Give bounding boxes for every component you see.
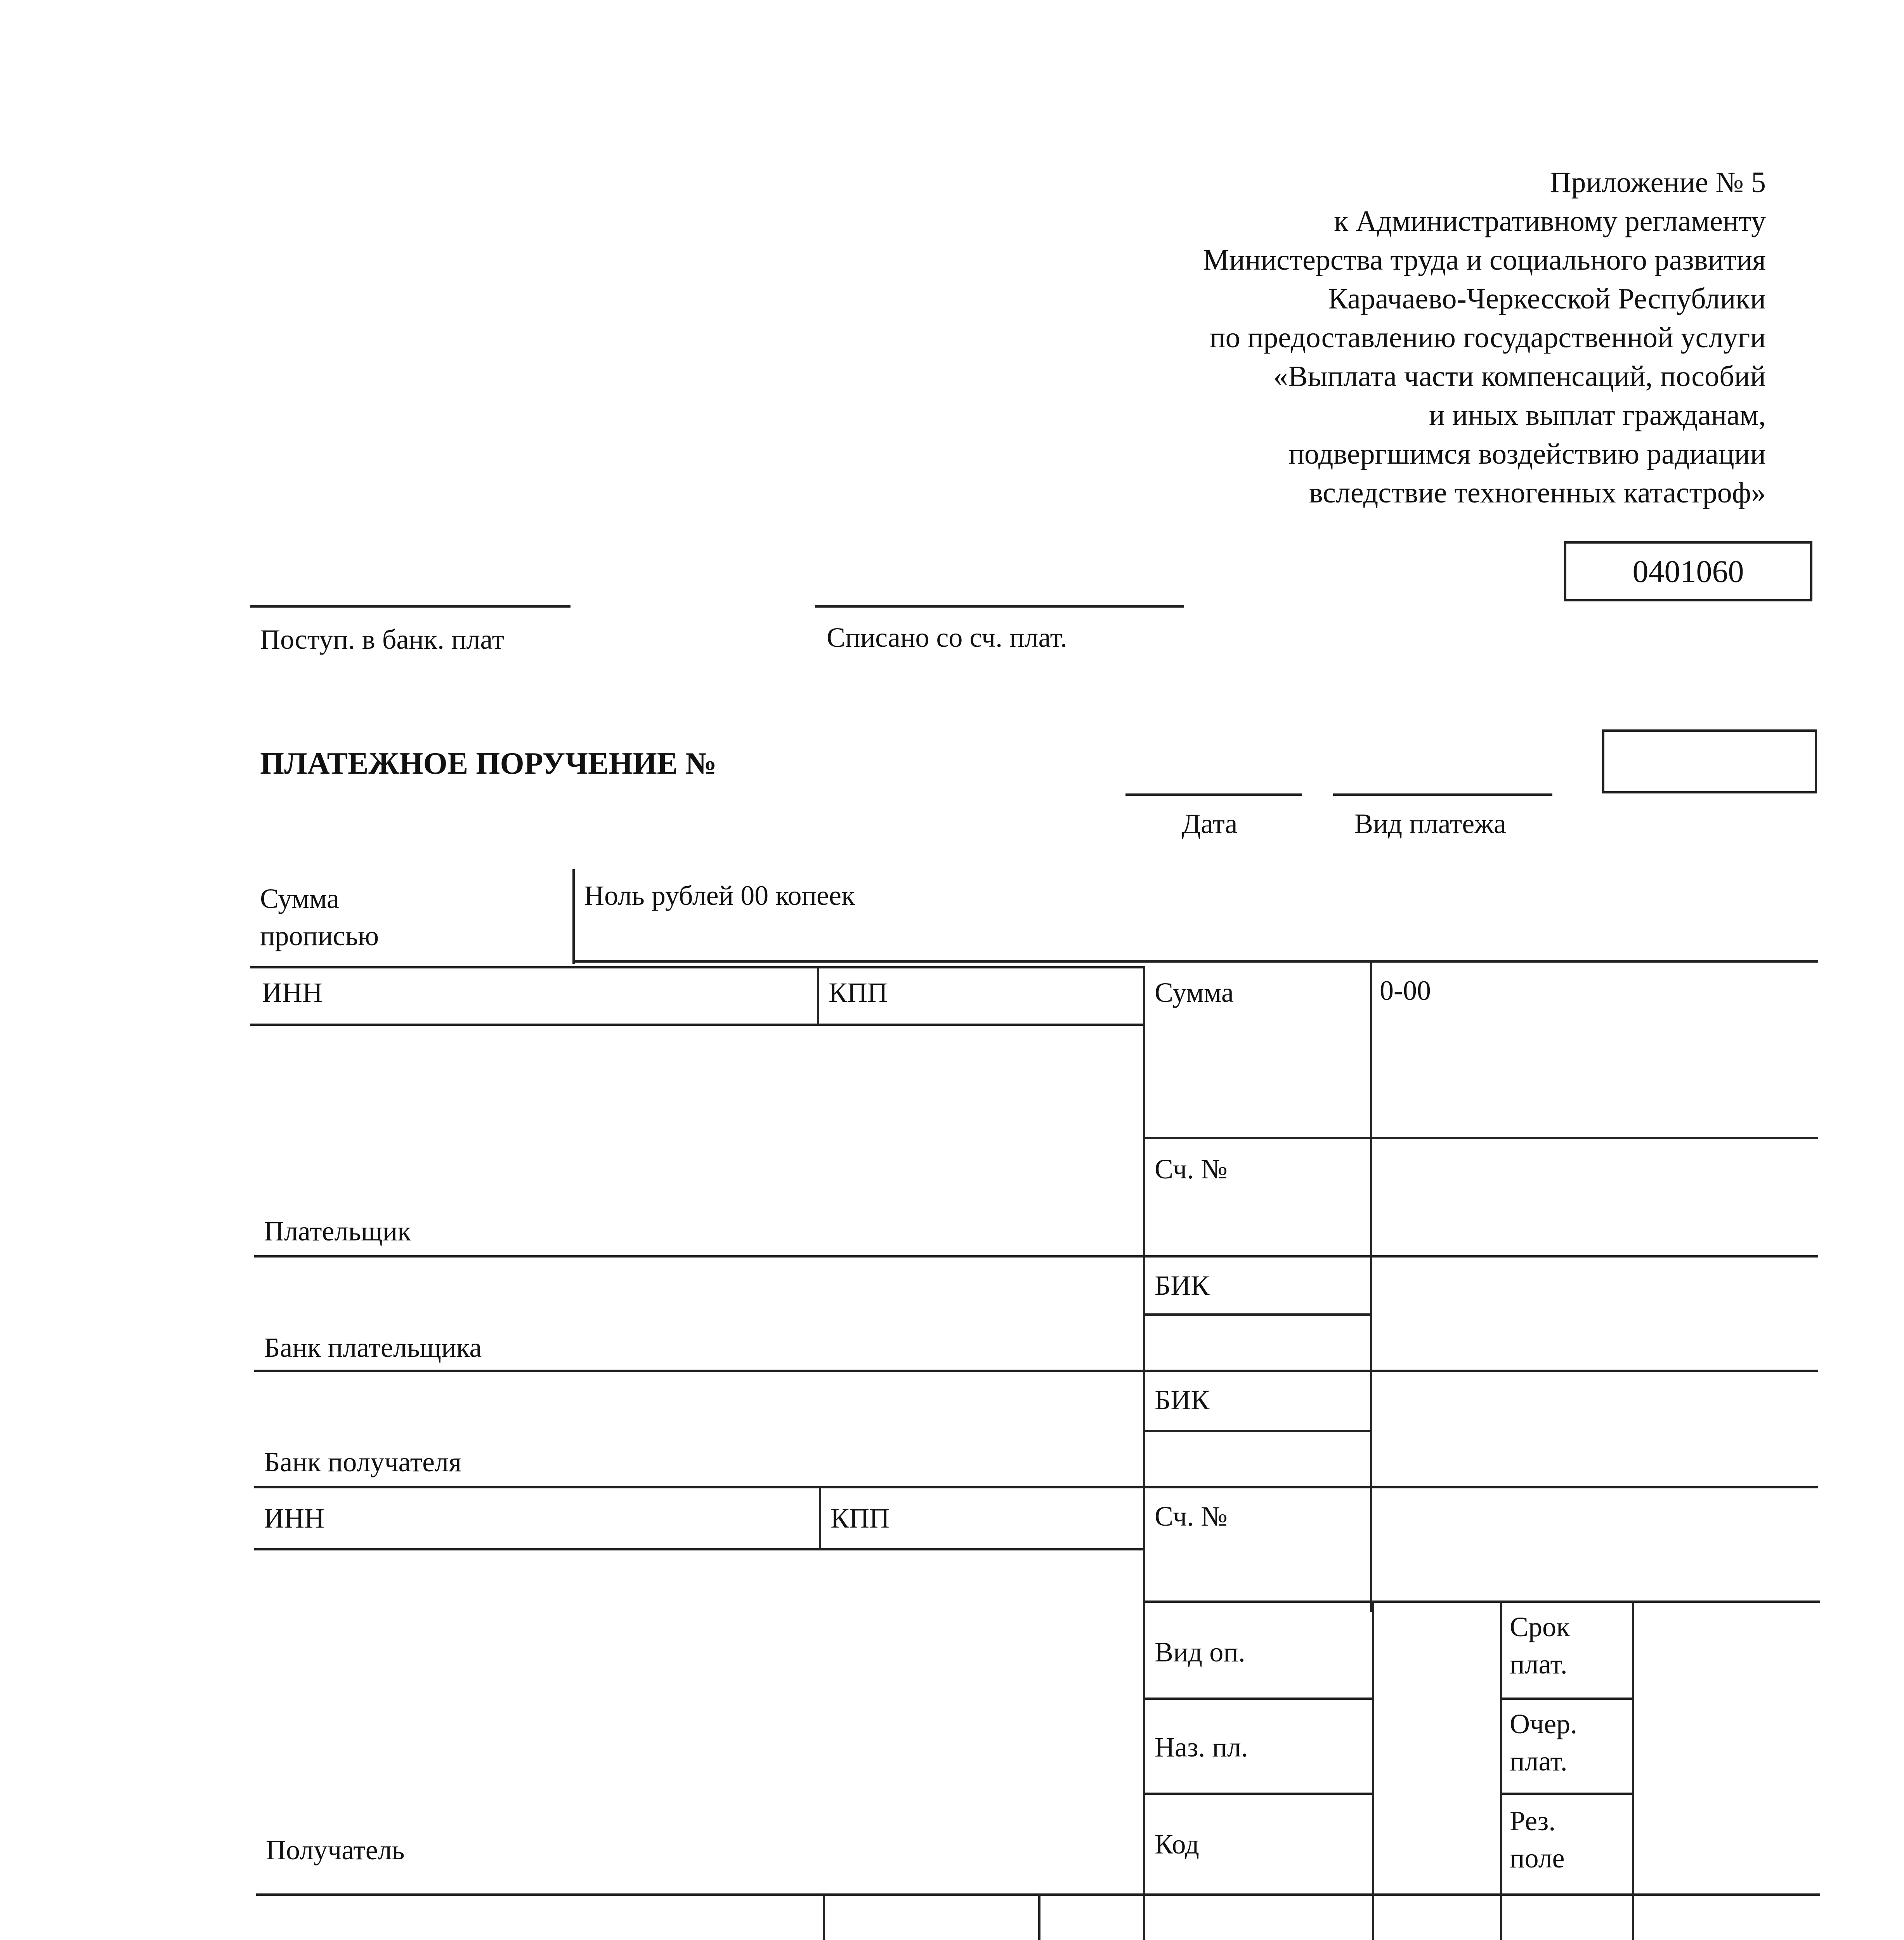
payer-inn-top-line [250, 966, 1143, 968]
form-code-box [1564, 541, 1812, 601]
recipient-inn-bottom-line [254, 1548, 1145, 1550]
purpose-code-bottom-line [1143, 1793, 1372, 1795]
op-row-top-line [1143, 1600, 1820, 1603]
amount-words-value: Ноль рублей 00 копеек [584, 880, 855, 911]
payment-type-label: Вид платежа [1354, 808, 1506, 839]
page-title: ПЛАТЕЖНОЕ ПОРУЧЕНИЕ № [260, 747, 717, 781]
amount-value: 0-00 [1380, 975, 1431, 1006]
term-label: Срок плат. [1510, 1611, 1570, 1680]
payer-bik-line [1143, 1313, 1372, 1316]
recipient-bank-label: Банк получателя [264, 1446, 462, 1478]
date-line [1125, 793, 1302, 796]
payer-kpp-label: КПП [829, 977, 888, 1008]
payment-type-line [1333, 793, 1552, 796]
cell-divider-2 [1038, 1893, 1040, 1940]
received-label: Поступ. в банк. плат [260, 624, 504, 655]
appendix-line: Карачаево-Черкесской Республики [1328, 282, 1766, 315]
middle-column-right [1370, 962, 1372, 1612]
amount-words-divider [572, 869, 575, 964]
appendix-line: и иных выплат гражданам, [1429, 399, 1766, 431]
recipient-inn-label: ИНН [264, 1503, 324, 1534]
debited-label: Списано со сч. плат. [827, 622, 1067, 653]
appendix-line: по предоставлению государственной услуги [1209, 321, 1766, 354]
payment-order-box [1602, 729, 1817, 793]
payer-kpp-divider [817, 966, 819, 1024]
payer-inn-bottom-line [250, 1024, 1143, 1026]
form-code: 0401060 [1632, 553, 1744, 589]
appendix-line: «Выплата части компенсаций, пособий [1273, 360, 1766, 393]
payer-bank-bottom-line [254, 1370, 1818, 1372]
amount-words-bottom-line [572, 960, 1818, 963]
appendix-line: подвергшимся воздействию радиации [1288, 438, 1766, 470]
recipient-bik-line [1143, 1430, 1372, 1432]
appendix-line: вследствие техногенных катастроф» [1309, 476, 1766, 509]
code-label: Код [1155, 1829, 1199, 1860]
amount-bottom-line [1143, 1137, 1818, 1139]
op-value-divider [1372, 1600, 1374, 1940]
term-label-divider [1500, 1600, 1502, 1940]
recipient-label: Получатель [266, 1834, 405, 1866]
payer-bottom-line [254, 1255, 1818, 1258]
date-label: Дата [1182, 808, 1238, 839]
term-value-divider [1632, 1600, 1634, 1940]
recipient-bik-label: БИК [1155, 1384, 1210, 1415]
appendix-line: к Административному регламенту [1334, 205, 1766, 237]
appendix-line: Приложение № 5 [1550, 166, 1766, 199]
payer-inn-label: ИНН [262, 977, 323, 1008]
recipient-bank-bottom-line [254, 1486, 1818, 1488]
appendix-line: Министерства труда и социального развития [1203, 244, 1766, 276]
term-bottom-line [1500, 1698, 1632, 1700]
recipient-account-label: Сч. № [1155, 1501, 1228, 1532]
debited-line [815, 605, 1184, 608]
cell-divider-1 [823, 1893, 825, 1940]
order-label: Очер. плат. [1510, 1708, 1578, 1777]
appendix-block [970, 163, 1766, 512]
recipient-kpp-divider [819, 1486, 821, 1548]
payer-label: Плательщик [264, 1216, 411, 1247]
order-bottom-line [1500, 1793, 1632, 1795]
purpose-code-label: Наз. пл. [1155, 1732, 1248, 1763]
op-type-bottom-line [1143, 1698, 1372, 1700]
payer-bik-label: БИК [1155, 1270, 1210, 1301]
received-line [250, 605, 571, 608]
amount-words-label: Сумма прописью [260, 883, 379, 951]
payer-bank-label: Банк плательщика [264, 1332, 482, 1363]
recipient-kpp-label: КПП [831, 1503, 890, 1534]
payer-account-label: Сч. № [1155, 1154, 1228, 1185]
reserve-label: Рез. поле [1510, 1805, 1565, 1874]
amount-label: Сумма [1155, 977, 1234, 1008]
op-type-label: Вид оп. [1155, 1637, 1245, 1668]
